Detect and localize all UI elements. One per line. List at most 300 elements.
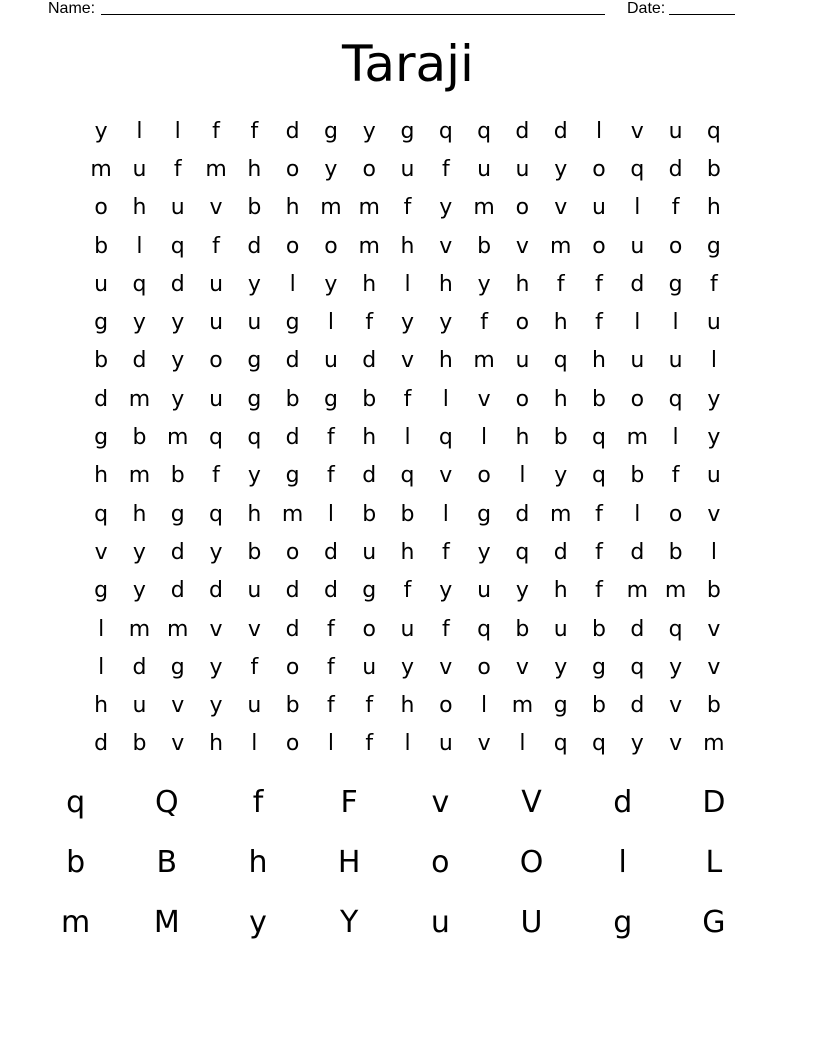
key-letter: M [153,904,180,940]
grid-letter: h [400,233,415,259]
grid-letter: g [553,693,568,719]
grid-letter: u [247,310,262,336]
grid-letter: v [477,386,491,412]
grid-letter: m [626,578,649,604]
grid-letter: y [477,271,491,297]
grid-letter: u [247,693,262,719]
grid-letter: y [669,654,683,680]
grid-letter: y [209,693,223,719]
grid-letter: b [132,425,147,451]
grid-letter: q [706,118,721,144]
grid-letter: d [209,578,224,604]
grid-letter: m [205,156,227,182]
grid-letter: b [94,233,109,259]
grid-letter: o [477,654,491,680]
grid-letter: u [592,195,606,221]
grid-letter: b [706,578,721,604]
grid-letter: h [706,195,721,221]
grid-letter: u [668,348,683,374]
grid-letter: v [439,463,453,489]
key-letter: g [613,904,633,940]
grid-letter: y [132,578,146,604]
grid-letter: f [212,233,220,259]
grid-letter: q [170,233,185,259]
grid-letter: b [247,539,262,565]
grid-letter: q [209,425,224,451]
grid-letter: g [477,501,492,527]
grid-letter: o [285,731,300,757]
grid-letter: o [515,386,530,412]
grid-letter: l [136,233,143,259]
grid-letter: u [477,578,492,604]
grid-letter: o [285,233,300,259]
grid-letter: b [592,616,606,642]
grid-letter: l [404,731,411,757]
grid-letter: h [592,348,606,374]
grid-letter: u [362,539,377,565]
grid-letter: q [668,616,683,642]
grid-letter: f [365,693,374,719]
grid-letter: d [285,118,300,144]
grid-letter: m [128,463,151,489]
grid-letter: l [481,425,488,451]
grid-letter: y [401,654,415,680]
grid-letter: g [285,310,300,336]
grid-letter: m [358,233,380,259]
grid-letter: y [477,539,491,565]
grid-letter: l [289,271,296,297]
grid-letter: q [592,463,606,489]
grid-letter: q [668,386,683,412]
key-letter: f [252,784,264,820]
grid-letter: f [403,386,412,412]
grid-letter: l [481,693,488,719]
grid-letter: f [250,118,259,144]
grid-letter: u [630,348,645,374]
name-blank-line[interactable] [101,0,605,15]
grid-letter: f [212,118,220,144]
grid-letter: o [592,233,606,259]
grid-letter: g [170,654,185,680]
grid-letter: u [94,271,109,297]
grid-letter: l [710,539,717,565]
grid-letter: d [247,233,262,259]
grid-letter: y [94,118,108,144]
key-letter: q [66,784,86,820]
grid-letter: m [664,578,687,604]
grid-letter: m [320,195,342,221]
grid-letter: m [626,425,649,451]
grid-letter: y [554,463,568,489]
grid-letter: f [403,578,412,604]
grid-letter: v [515,233,529,259]
grid-letter: u [132,693,147,719]
date-blank-line[interactable] [669,0,735,15]
grid-letter: y [707,425,721,451]
grid-letter: h [438,271,453,297]
grid-letter: g [592,654,606,680]
grid-letter: b [94,348,109,374]
grid-letter: u [132,156,147,182]
key-letter: Y [339,904,359,940]
grid-letter: l [136,118,143,144]
grid-letter: b [285,693,300,719]
grid-letter: q [592,731,606,757]
grid-letter: v [439,233,453,259]
grid-letter: v [707,616,721,642]
grid-letter: l [251,731,258,757]
name-field[interactable] [48,0,605,18]
grid-letter: m [549,501,572,527]
grid-letter: u [477,156,492,182]
grid-letter: y [362,118,376,144]
grid-letter: v [515,654,529,680]
grid-letter: l [98,616,105,642]
grid-letter: q [438,425,453,451]
grid-letter: g [323,386,338,412]
grid-letter: u [438,731,453,757]
grid-letter: u [362,654,377,680]
grid-letter: f [595,501,603,527]
grid-letter: g [323,118,338,144]
grid-letter: f [441,616,450,642]
grid-letter: q [400,463,415,489]
grid-letter: u [400,616,415,642]
grid-letter: h [400,693,415,719]
grid-letter: d [285,578,300,604]
grid-letter: h [362,271,377,297]
key-letter: D [702,784,726,820]
grid-letter: u [323,348,338,374]
grid-letter: v [94,539,108,565]
grid-letter: l [672,310,679,336]
grid-letter: f [710,271,718,297]
grid-letter: h [247,156,262,182]
grid-letter: f [403,195,412,221]
grid-letter: d [630,616,645,642]
grid-letter: f [556,271,565,297]
grid-letter: h [285,195,300,221]
grid-letter: h [553,578,568,604]
key-letter: u [430,904,450,940]
grid-letter: q [438,118,453,144]
key-letter: b [66,844,86,880]
grid-letter: g [170,501,185,527]
grid-letter: y [630,731,644,757]
grid-letter: h [247,501,262,527]
grid-letter: m [358,195,380,221]
grid-letter: d [630,271,645,297]
grid-letter: g [668,271,683,297]
letter-key [30,772,760,952]
grid-letter: l [404,271,411,297]
grid-letter: o [515,195,530,221]
grid-letter: f [480,310,488,336]
grid-letter: d [170,539,185,565]
grid-letter: u [630,233,645,259]
grid-letter: d [94,386,109,412]
key-letter: h [248,844,268,880]
grid-letter: d [630,539,645,565]
grid-letter: l [98,654,105,680]
grid-letter: o [630,386,645,412]
grid-letter: f [327,616,335,642]
word-search-grid [82,112,733,763]
key-letter: B [156,844,178,880]
grid-letter: o [477,463,491,489]
grid-letter: o [362,616,376,642]
grid-letter: l [327,731,334,757]
grid-letter: d [170,578,185,604]
grid-letter: h [515,271,530,297]
grid-letter: m [128,616,151,642]
grid-letter: l [442,501,449,527]
grid-letter: l [327,310,334,336]
grid-letter: f [441,539,450,565]
grid-letter: v [171,731,185,757]
grid-letter: o [209,348,223,374]
grid-letter: o [285,539,300,565]
grid-letter: u [706,310,721,336]
grid-letter: m [90,156,112,182]
grid-letter: f [327,693,335,719]
grid-letter: q [630,156,645,182]
grid-letter: l [634,195,641,221]
key-letter: G [702,904,726,940]
grid-letter: l [519,731,526,757]
grid-letter: h [438,348,453,374]
grid-letter: o [515,310,530,336]
grid-letter: m [473,348,495,374]
grid-letter: m [511,693,534,719]
grid-letter: m [281,501,304,527]
grid-letter: g [247,386,262,412]
grid-letter: f [212,463,220,489]
grid-letter: g [247,348,262,374]
grid-letter: l [327,501,334,527]
page-title: Taraji [342,35,474,93]
grid-letter: b [362,501,377,527]
grid-letter: y [515,578,529,604]
grid-letter: o [285,156,300,182]
grid-letter: y [439,578,453,604]
grid-letter: v [669,731,683,757]
grid-letter: y [247,463,261,489]
grid-letter: y [401,310,415,336]
grid-letter: d [285,616,300,642]
grid-letter: g [706,233,721,259]
grid-letter: l [519,463,526,489]
grid-letter: m [549,233,572,259]
grid-letter: h [553,310,568,336]
grid-letter: y [707,386,721,412]
grid-letter: l [710,348,717,374]
key-letter: Q [154,784,179,820]
grid-letter: d [132,348,147,374]
grid-letter: b [362,386,377,412]
key-letter: L [705,844,723,880]
grid-letter: y [439,195,453,221]
grid-letter: v [707,654,721,680]
grid-letter: m [128,386,151,412]
key-letter: V [521,784,542,820]
date-label: Date: [627,0,666,17]
date-field[interactable] [627,0,735,18]
grid-letter: d [553,539,568,565]
grid-letter: d [515,501,530,527]
grid-letter: l [672,425,679,451]
key-letter: O [519,844,544,880]
grid-letter: u [209,310,224,336]
grid-letter: f [365,310,374,336]
grid-letter: y [324,156,338,182]
grid-letter: d [132,654,147,680]
grid-letter: b [592,693,606,719]
grid-letter: d [362,348,377,374]
grid-letter: m [473,195,495,221]
grid-letter: l [595,118,603,144]
grid-letter: m [167,616,189,642]
key-letter: m [60,904,91,940]
grid-letter: v [669,693,683,719]
key-letter: l [618,844,627,880]
grid-letter: y [209,654,223,680]
grid-letter: b [515,616,530,642]
grid-letter: b [477,233,492,259]
grid-letter: v [209,616,223,642]
grid-letter: o [285,654,300,680]
grid-letter: h [94,463,109,489]
grid-letter: q [477,616,492,642]
grid-letter: v [439,654,453,680]
grid-letter: y [554,654,568,680]
grid-letter: f [595,310,603,336]
grid-letter: b [706,693,721,719]
grid-letter: b [668,539,683,565]
grid-letter: y [132,310,146,336]
grid-letter: y [554,156,568,182]
grid-letter: d [553,118,568,144]
grid-letter: u [209,271,224,297]
grid-letter: f [327,425,335,451]
grid-letter: h [515,425,530,451]
grid-letter: d [630,693,645,719]
grid-letter: y [209,539,223,565]
grid-letter: y [324,271,338,297]
grid-letter: g [94,425,109,451]
grid-letter: g [362,578,377,604]
grid-letter: l [174,118,181,144]
grid-letter: f [595,539,603,565]
grid-letter: v [477,731,491,757]
grid-letter: l [442,386,449,412]
grid-letter: b [285,386,300,412]
grid-letter: v [630,118,644,144]
grid-letter: q [94,501,109,527]
grid-letter: u [247,578,262,604]
grid-letter: h [209,731,224,757]
grid-letter: u [515,348,530,374]
grid-letter: y [247,271,261,297]
grid-letter: q [515,539,530,565]
grid-letter: g [285,463,300,489]
grid-letter: g [400,118,415,144]
grid-letter: o [668,233,683,259]
grid-letter: y [439,310,453,336]
grid-letter: d [323,578,338,604]
grid-letter: y [132,539,146,565]
grid-letter: u [668,118,683,144]
grid-letter: q [209,501,224,527]
grid-letter: m [167,425,189,451]
grid-letter: l [404,425,411,451]
grid-letter: f [327,463,335,489]
grid-letter: f [173,156,182,182]
grid-letter: u [400,156,415,182]
grid-letter: o [362,156,376,182]
grid-letter: m [703,731,725,757]
grid-letter: b [170,463,185,489]
grid-letter: h [553,386,568,412]
grid-letter: f [671,195,680,221]
grid-letter: y [171,386,185,412]
grid-letter: d [285,348,300,374]
grid-letter: v [554,195,568,221]
grid-letter: o [668,501,683,527]
grid-letter: v [247,616,261,642]
grid-letter: d [170,271,185,297]
grid-letter: b [706,156,721,182]
grid-letter: b [247,195,262,221]
grid-letter: v [171,693,185,719]
grid-letter: u [170,195,185,221]
grid-letter: o [592,156,606,182]
grid-letter: l [634,310,641,336]
key-letter: F [340,784,358,820]
grid-letter: g [94,578,109,604]
grid-letter: f [595,578,603,604]
grid-letter: l [634,501,641,527]
key-letter: y [249,904,267,940]
grid-letter: f [441,156,450,182]
key-letter: v [431,784,450,820]
grid-letter: d [515,118,530,144]
grid-letter: o [324,233,338,259]
grid-letter: y [171,348,185,374]
key-letter: o [431,844,450,880]
grid-letter: v [401,348,415,374]
grid-letter: v [209,195,223,221]
name-label: Name: [48,0,96,17]
grid-letter: h [400,539,415,565]
grid-letter: h [362,425,377,451]
grid-letter: v [707,501,721,527]
grid-letter: b [630,463,645,489]
grid-letter: f [327,654,335,680]
grid-letter: q [592,425,606,451]
grid-letter: q [477,118,492,144]
key-letter: U [520,904,543,940]
grid-letter: q [132,271,147,297]
grid-letter: o [94,195,108,221]
grid-letter: u [209,386,224,412]
grid-letter: b [132,731,147,757]
grid-letter: q [630,654,645,680]
grid-letter: f [250,654,259,680]
grid-letter: y [171,310,185,336]
grid-letter: d [323,539,338,565]
grid-letter: u [706,463,721,489]
